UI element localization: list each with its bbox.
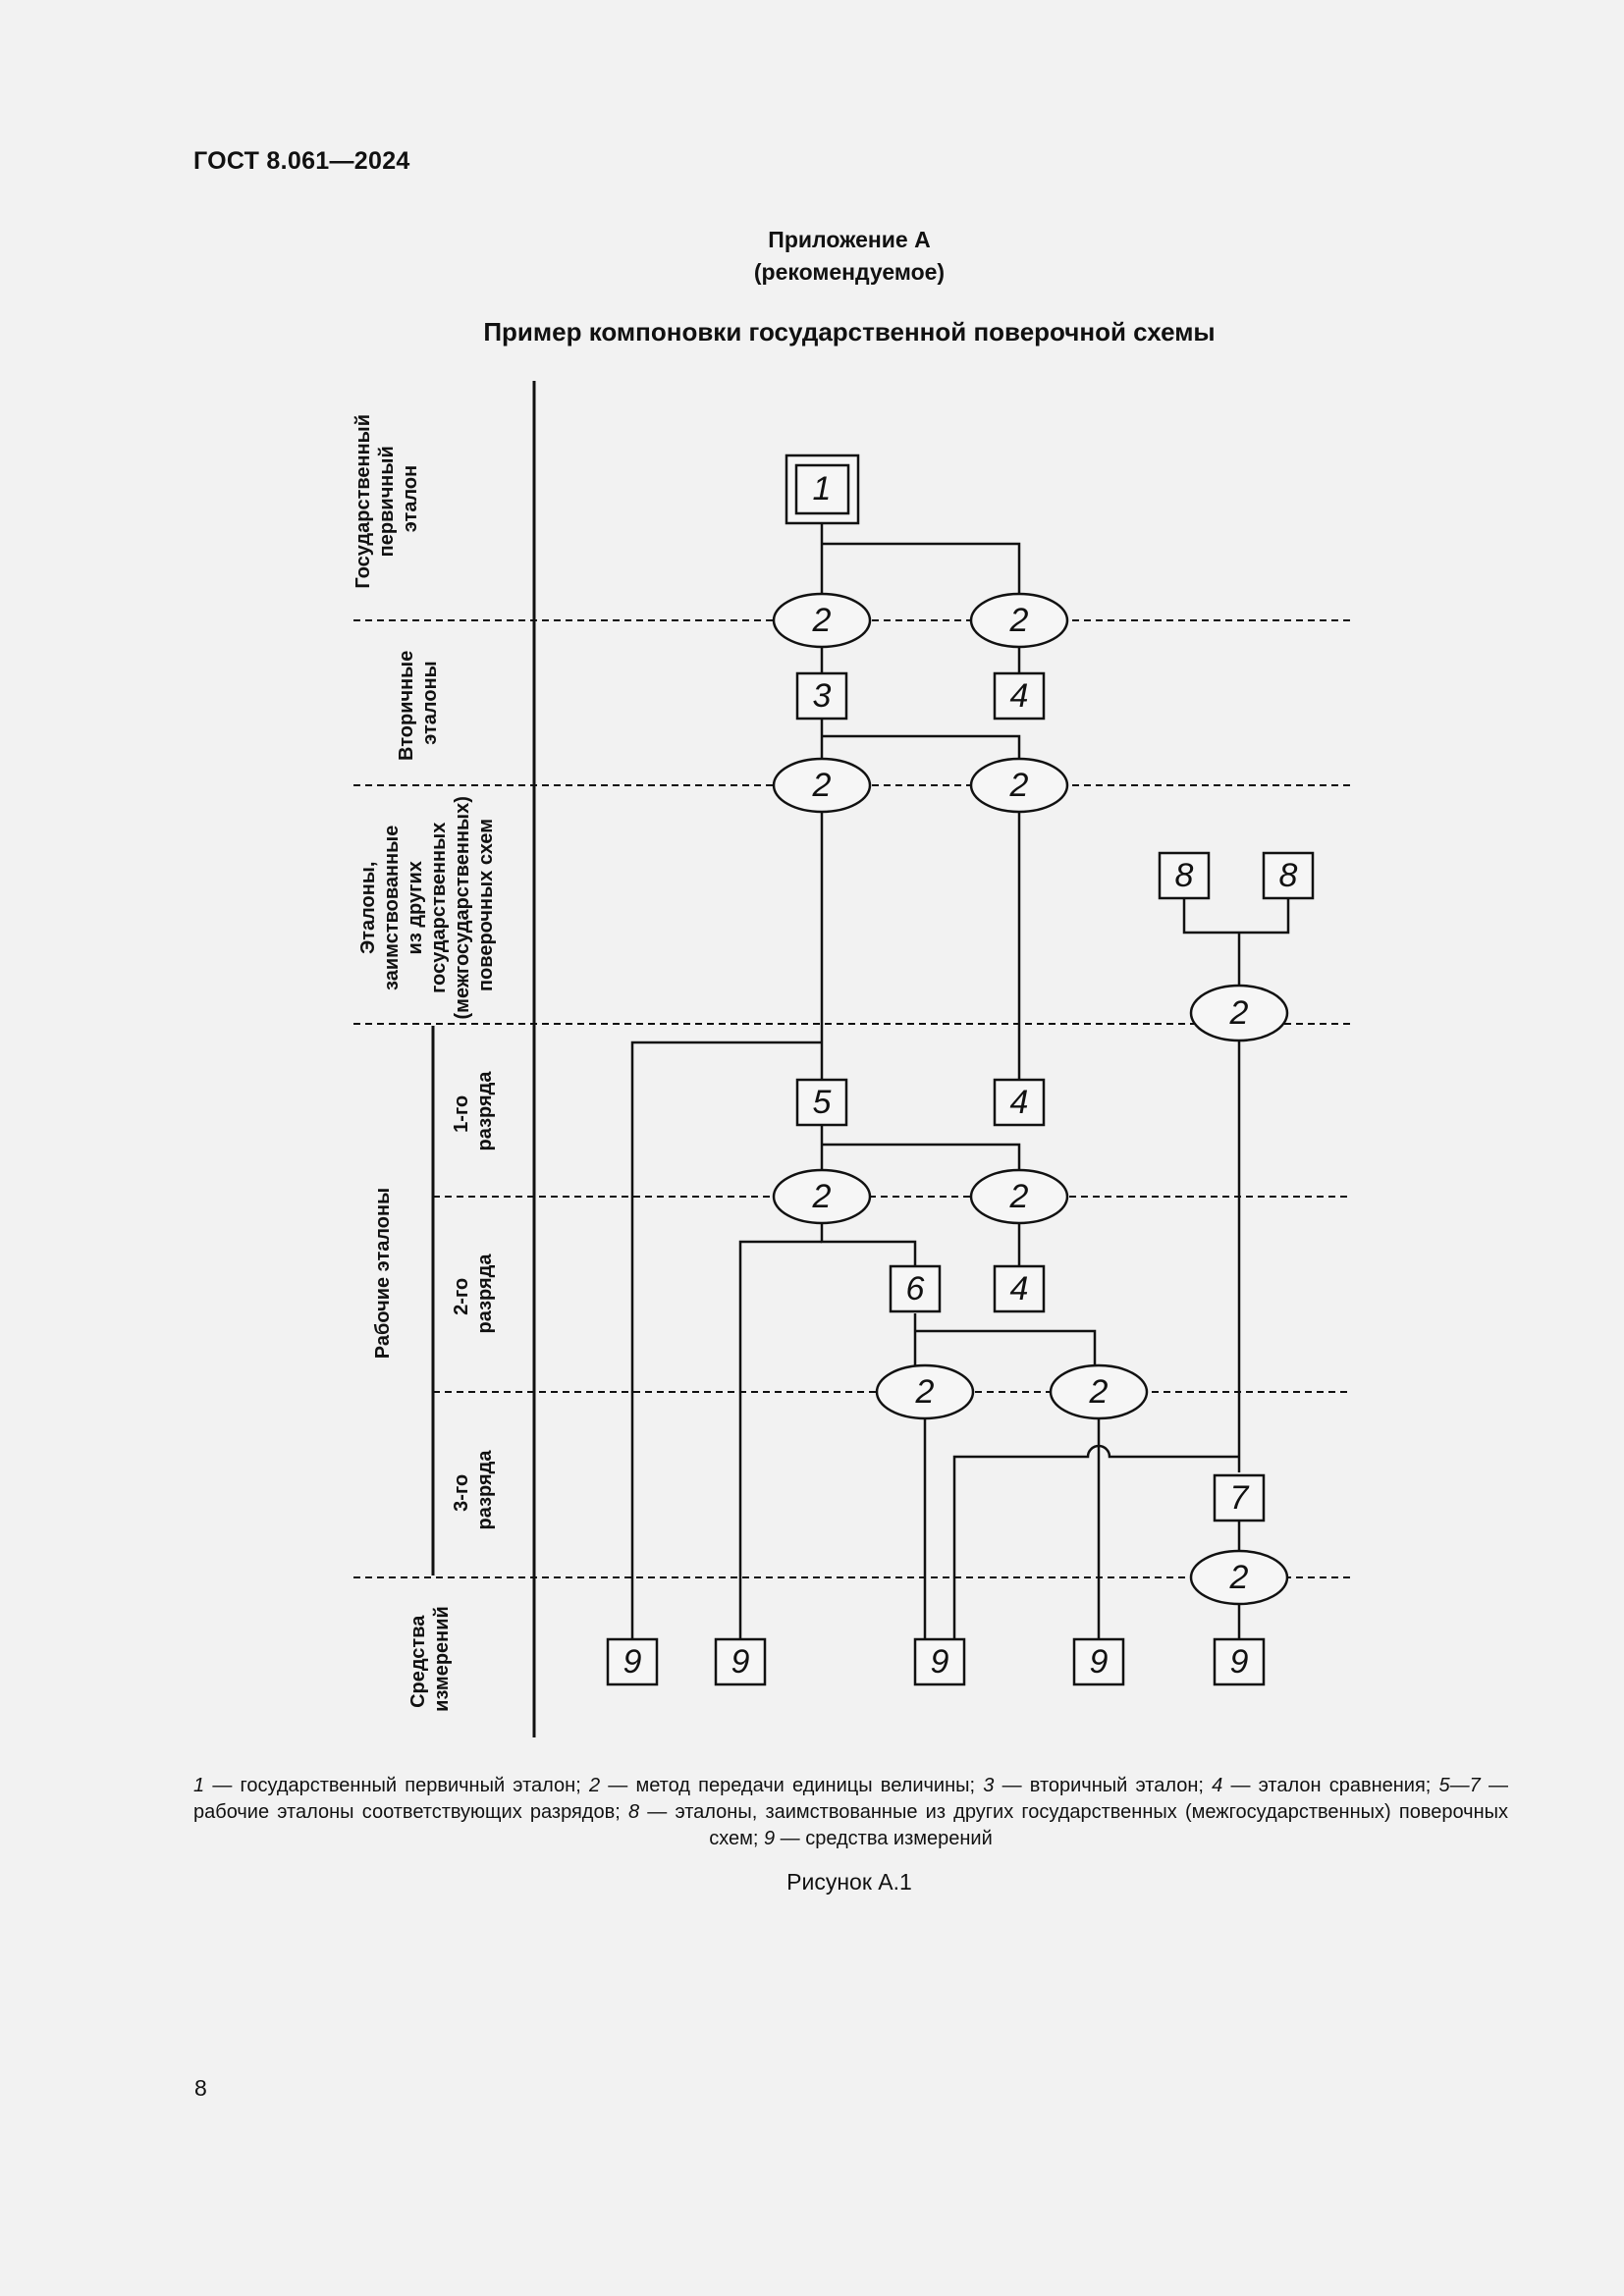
legend-key: 9 [763,1828,776,1849]
band-label-grade3: 3-го разряда [451,1450,496,1530]
connector [822,1223,915,1266]
method-oval [1191,1551,1287,1604]
legend-key: 2 [588,1775,601,1796]
method-oval [971,1170,1067,1223]
method-oval [877,1365,973,1418]
instrument-node [716,1639,765,1684]
method-oval [774,759,870,812]
svg-text:2: 2 [812,767,832,804]
band-label-secondary: Вторичные эталоны [396,650,441,761]
svg-text:7: 7 [1229,1479,1249,1517]
band-label-working: Рабочие эталоны [372,1187,394,1360]
comparison-standard-node [995,1080,1044,1125]
legend-key: 8 [627,1801,640,1823]
svg-text:2: 2 [915,1373,935,1411]
legend-text: — вторичный эталон; [994,1775,1213,1796]
method-oval [1191,986,1287,1041]
svg-text:2: 2 [812,1178,832,1215]
method-oval [774,594,870,647]
svg-text:2: 2 [1229,994,1249,1032]
svg-text:4: 4 [1009,1084,1029,1121]
legend-key: 5—7 [1438,1775,1481,1796]
instrument-node [608,1639,657,1684]
svg-text:2: 2 [1009,602,1029,639]
working-standard-grade3-node [1215,1475,1264,1521]
method-oval [971,759,1067,812]
svg-text:9: 9 [1089,1643,1109,1681]
svg-text:3: 3 [812,677,832,715]
connector [632,1042,822,1639]
working-standard-grade2-node [891,1266,940,1311]
legend-text: — средства измерений [775,1828,993,1849]
primary-standard-node [786,455,858,523]
svg-text:9: 9 [623,1643,642,1681]
borrowed-standard-node [1264,853,1313,898]
secondary-standard-node [797,673,846,719]
instrument-node [1215,1639,1264,1684]
instrument-node [915,1639,964,1684]
method-oval [774,1170,870,1223]
band-label-borrowed: Эталоны, заимствованные из других государственных (межгосударственных) поверочных схем [357,796,497,1020]
svg-text:2: 2 [1009,767,1029,804]
svg-text:2: 2 [812,602,832,639]
connector [822,736,1019,759]
connector [740,1242,822,1639]
svg-text:4: 4 [1009,677,1029,715]
connector [1184,898,1288,933]
page-number: 8 [194,2075,207,2101]
borrowed-standard-node [1160,853,1209,898]
annex-title: Приложение А [768,227,931,252]
svg-text:2: 2 [1009,1178,1029,1215]
band-label-instruments: Средства измерений [407,1606,453,1712]
legend-key: 4 [1212,1775,1223,1796]
legend-key: 3 [983,1775,995,1796]
comparison-standard-node [995,673,1044,719]
svg-text:5: 5 [812,1084,832,1121]
legend-text: — эталон сравнения; [1222,1775,1439,1796]
connector [915,1331,1095,1365]
annex-subtitle: (рекомендуемое) [753,259,946,285]
svg-text:4: 4 [1009,1270,1029,1308]
band-label-grade1: 1-го разряда [451,1071,496,1151]
comparison-standard-node [995,1266,1044,1311]
connector [822,544,1019,594]
method-oval [1051,1365,1147,1418]
svg-text:8: 8 [1278,857,1298,894]
svg-text:2: 2 [1229,1559,1249,1596]
figure-caption: Рисунок А.1 [786,1869,912,1895]
method-oval [971,594,1067,647]
band-label-primary: Государственный первичный эталон [352,413,421,589]
figure-title: Пример компоновки государственной поверочной схемы [483,317,1216,347]
connector-crossing [954,1446,1239,1639]
svg-text:9: 9 [930,1643,949,1681]
legend-text: — метод передачи единицы величины; [600,1775,984,1796]
legend-text: — рабочие эталоны соответствующих разрядов; [193,1775,1508,1823]
svg-text:1: 1 [812,470,832,507]
instrument-node [1074,1639,1123,1684]
legend-text: — эталоны, заимствованные из других государственных (межгосударственных) поверочных схем; [639,1801,1508,1849]
legend-key: 1 [193,1775,205,1796]
legend-text: — государственный первичный эталон; [204,1775,589,1796]
working-standard-grade1-node [797,1080,846,1125]
document-id: ГОСТ 8.061—2024 [193,147,410,175]
svg-text:2: 2 [1089,1373,1109,1411]
band-label-grade2: 2-го разряда [451,1254,496,1334]
figure-legend [193,1773,1508,1852]
svg-text:9: 9 [1229,1643,1249,1681]
connector [822,1145,1019,1170]
svg-text:9: 9 [731,1643,750,1681]
svg-text:8: 8 [1174,857,1194,894]
svg-text:6: 6 [905,1270,925,1308]
